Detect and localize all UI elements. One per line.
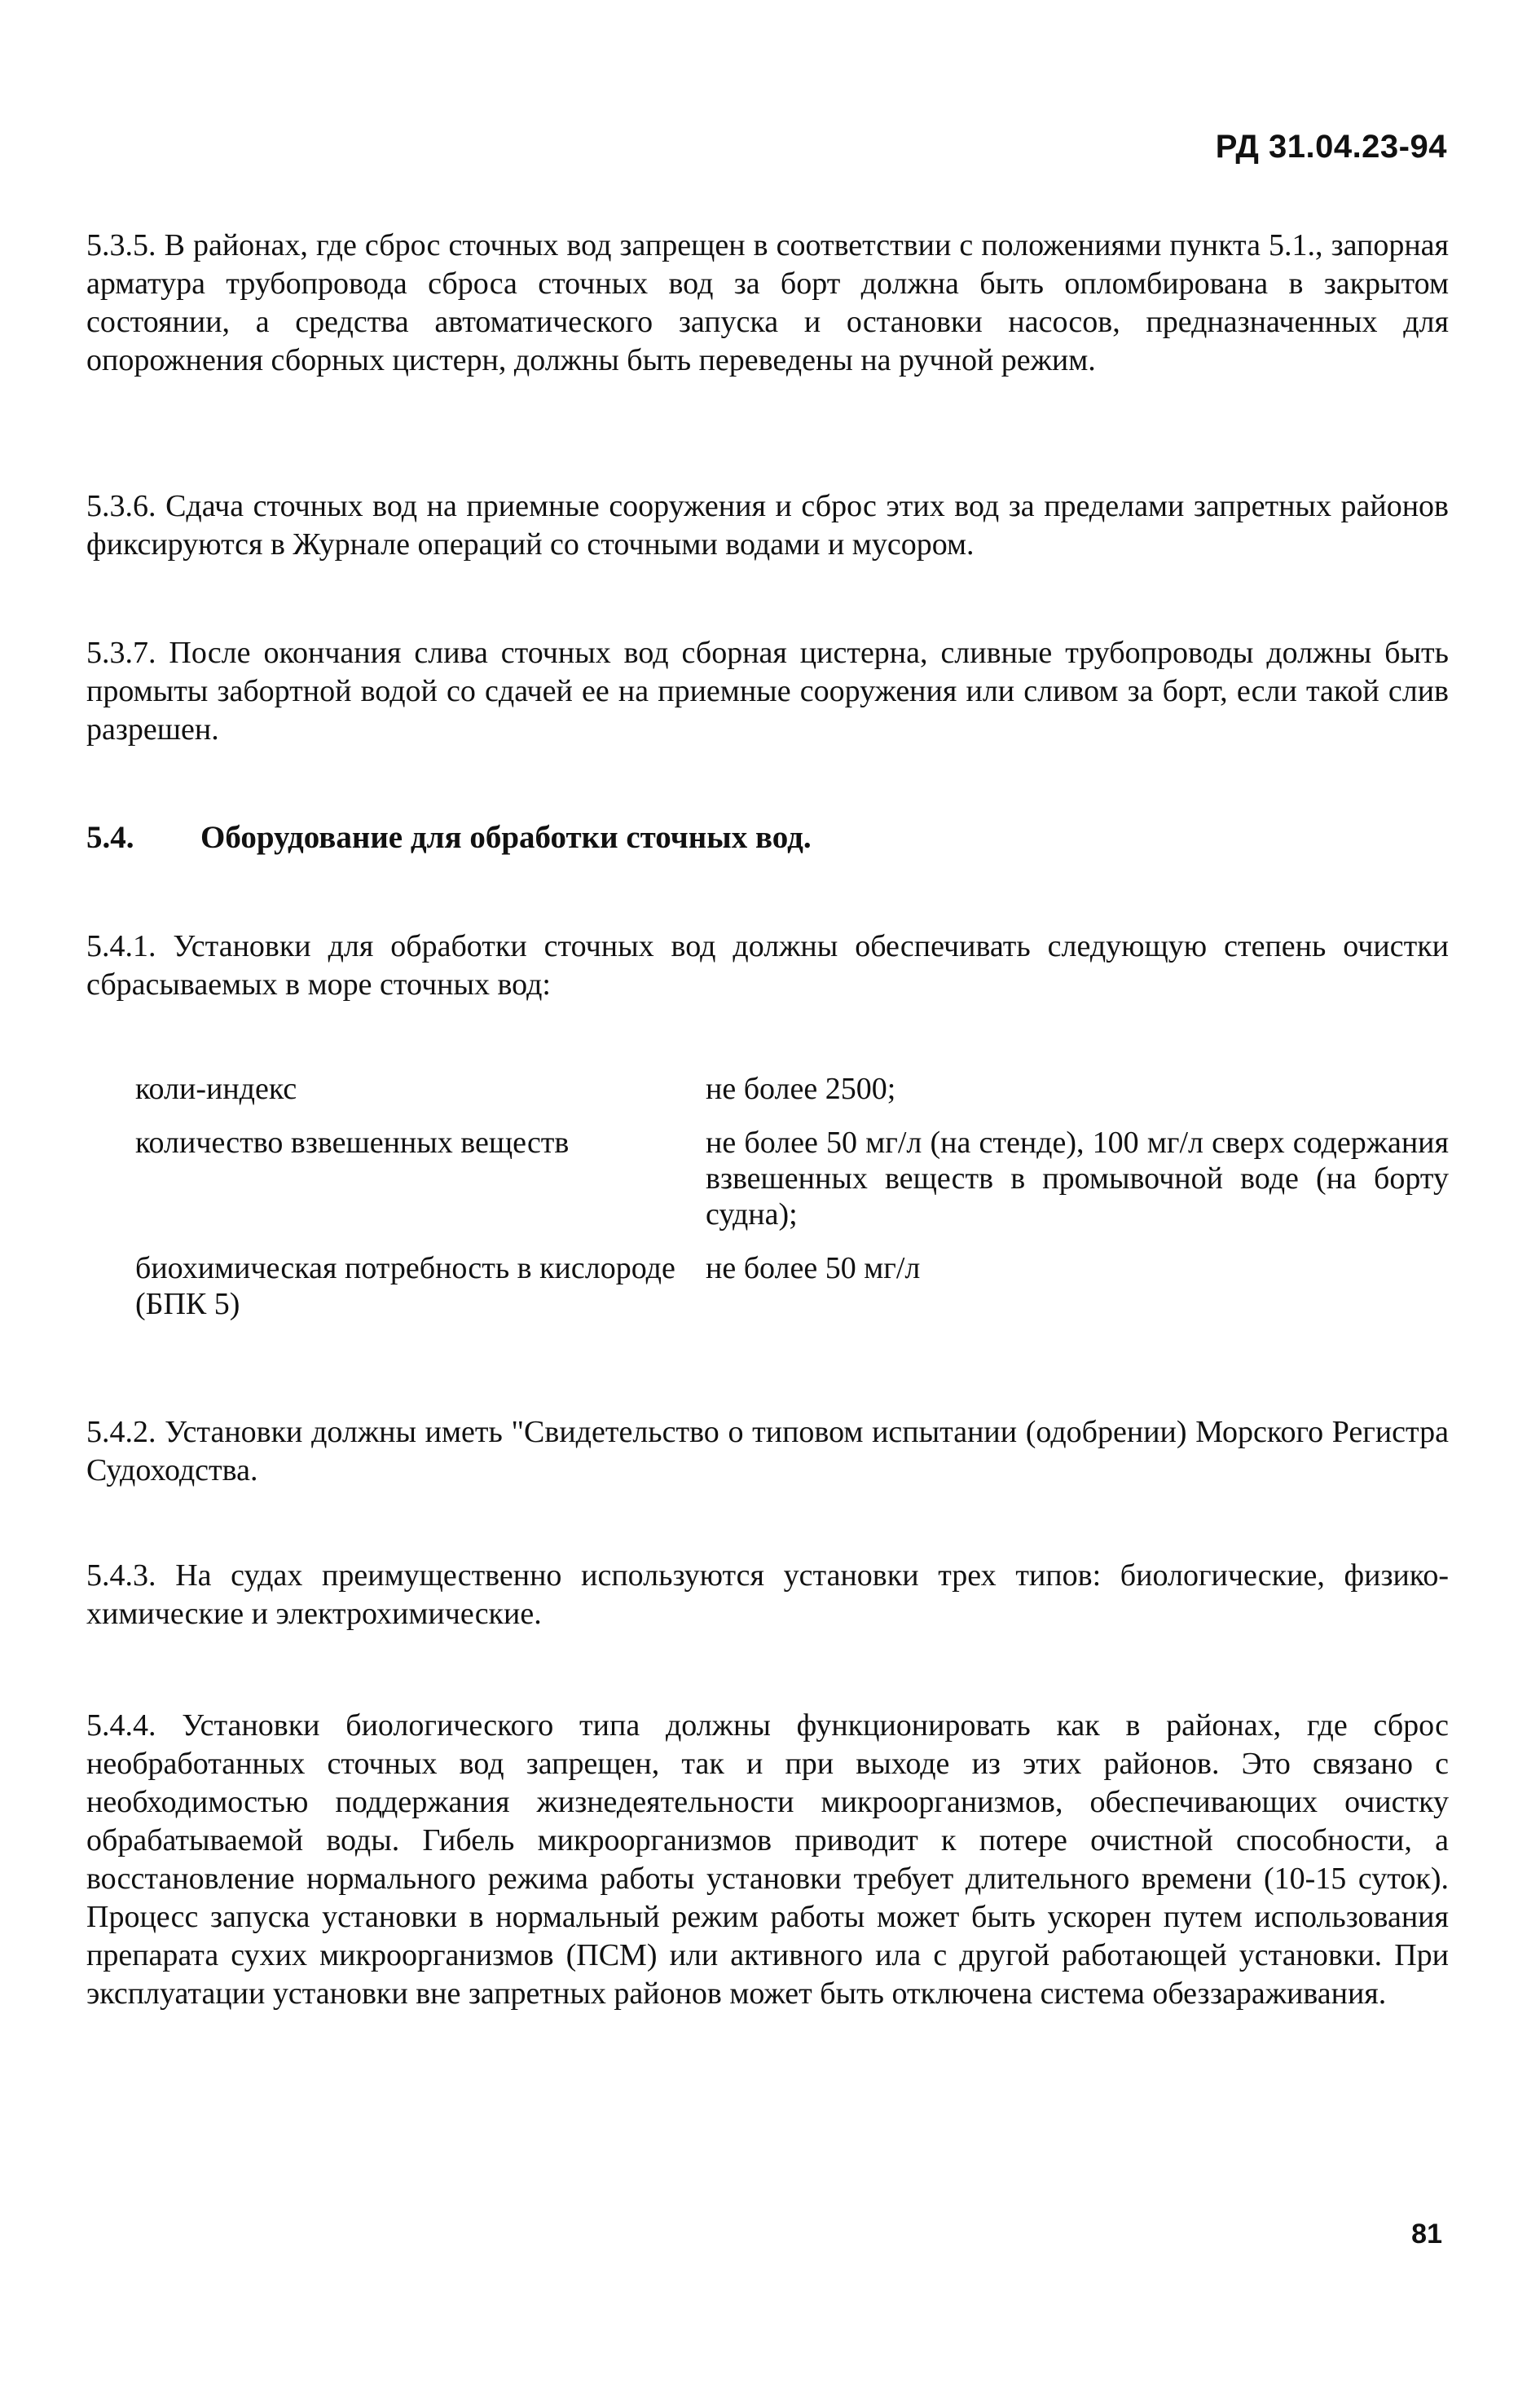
page-number: 81 — [1411, 2219, 1442, 2250]
requirement-parameter: количество взвешенных веществ — [135, 1126, 570, 1160]
section-heading-5-4 — [86, 818, 1449, 857]
requirement-row — [135, 1125, 1449, 1232]
requirement-value: не более 50 мг/л — [706, 1251, 921, 1285]
paragraph-5-4-4: 5.4.4. Установки биологического типа должны функционировать как в районах, где сброс необработанных сточных вод запрещен, так и при выходе из этих районов. Это связано с необходимостью поддержания жизнедеятельности микроорганизмов, обеспечивающих очистку обрабатываемой воды. Гибель микроорганизмов приводит к потере очистной способности, а восстановление нормального режима работы установки требует длительного времени (10-15 суток). Процесс запуска установки в нормальный режим работы может быть ускорен путем использования препарата сухих микроорганизмов (ПСМ) или активного ила с другой работающей установки. При эксплуатации установки вне запретных районов может быть отключена система обеззараживания. — [86, 1708, 1449, 2011]
paragraph-5-4-1: 5.4.1. Установки для обработки сточных вод должны обеспечивать следующую степень очистки сбрасываемых в море сточных вод: — [86, 929, 1449, 1002]
document-code: РД 31.04.23-94 — [1215, 129, 1447, 165]
requirement-parameter: коли-индекс — [135, 1072, 297, 1106]
requirement-value: не более 50 мг/л (на стенде), 100 мг/л сверх содержания взвешенных веществ в промывочной воде (на борту судна); — [706, 1126, 1449, 1232]
requirement-parameter: биохимическая потребность в кислороде (БПК 5) — [135, 1251, 675, 1321]
requirement-row — [135, 1250, 1449, 1322]
paragraph-5-3-7: 5.3.7. После окончания слива сточных вод сборная цистерна, сливные трубопроводы должны быть промыты забортной водой со сдачей ее на приемные сооружения или сливом за борт, если такой слив разрешен. — [86, 636, 1449, 747]
paragraph-5-3-5: 5.3.5. В районах, где сброс сточных вод запрещен в соответствии с положениями пункта 5.1., запорная арматура трубопровода сброса сточных вод за борт должна быть опломбирована в закрытом состоянии, а средства автоматического запуска и остановки насосов, предназначенных для опорожнения сборных цистерн, должны быть переведены на ручной режим. — [86, 228, 1449, 377]
paragraph-5-3-6: 5.3.6. Сдача сточных вод на приемные сооружения и сброс этих вод за пределами запретных районов фиксируются в Журнале операций со сточными водами и мусором. — [86, 489, 1449, 562]
section-number: 5.4. — [86, 820, 134, 855]
paragraph-5-4-2: 5.4.2. Установки должны иметь "Свидетельство о типовом испытании (одобрении) Морского Регистра Судоходства. — [86, 1415, 1449, 1487]
requirements-table — [135, 1071, 1449, 1340]
requirement-value: не более 2500; — [706, 1072, 896, 1106]
section-title: Оборудование для обработки сточных вод. — [200, 820, 812, 855]
paragraph-5-4-3: 5.4.3. На судах преимущественно используются установки трех типов: биологические, физико-химические и электрохимические. — [86, 1558, 1449, 1631]
requirement-row — [135, 1071, 1449, 1107]
